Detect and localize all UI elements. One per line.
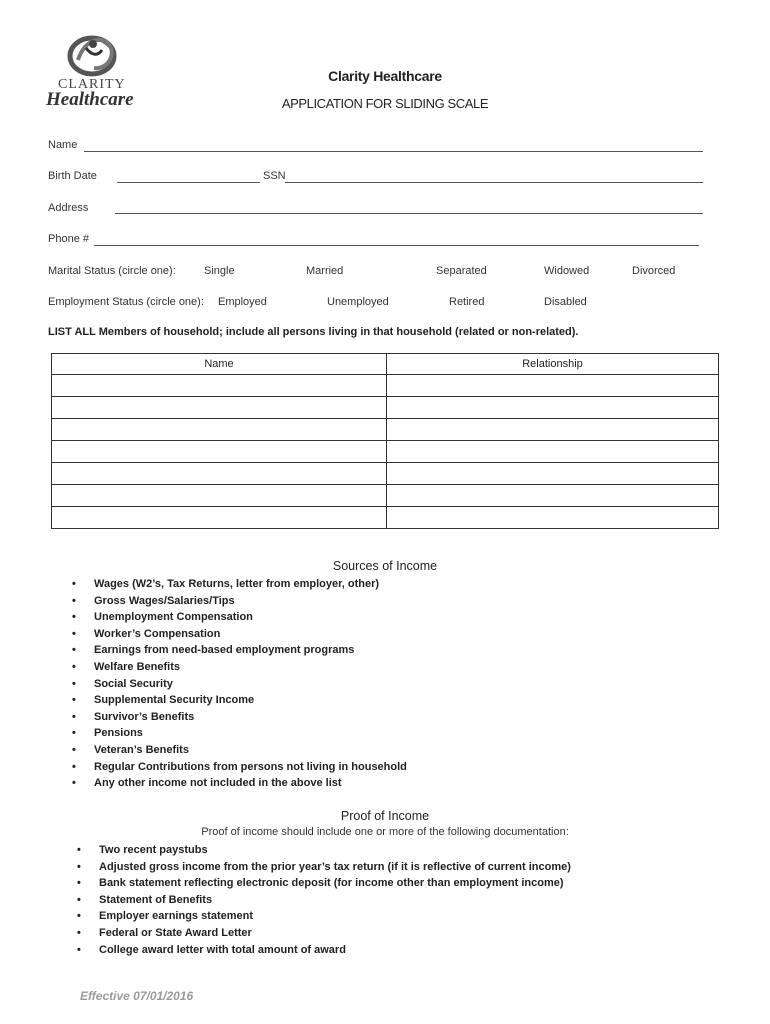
household-instruction: LIST ALL Members of household; include all persons living in that household (related or non-related). (48, 326, 579, 338)
marital-option-married[interactable]: Married (306, 265, 344, 277)
household-col-relationship: Relationship (387, 354, 719, 375)
proof-item: • Employer earnings statement (77, 908, 571, 925)
proof-item: • Statement of Benefits (77, 892, 571, 909)
address-field[interactable] (115, 213, 703, 214)
income-heading: Sources of Income (332, 559, 438, 573)
marital-option-separated[interactable]: Separated (436, 265, 487, 277)
household-relationship-cell[interactable] (387, 441, 719, 463)
phone-field[interactable] (94, 245, 699, 246)
household-relationship-cell[interactable] (387, 419, 719, 441)
household-row (52, 463, 719, 485)
household-row (52, 441, 719, 463)
proof-item: • Federal or State Award Letter (77, 925, 571, 942)
logo-text-healthcare: Healthcare (46, 89, 134, 110)
employment-option-employed[interactable]: Employed (218, 296, 267, 308)
income-item: • Social Security (72, 676, 407, 693)
household-relationship-cell[interactable] (387, 485, 719, 507)
birth-date-field[interactable] (117, 182, 260, 183)
household-header-row (52, 354, 719, 375)
income-item: • Welfare Benefits (72, 659, 407, 676)
proof-list (77, 842, 571, 958)
name-field[interactable] (84, 151, 703, 152)
organization-name: Clarity Healthcare (328, 68, 442, 84)
household-name-cell[interactable] (52, 507, 387, 529)
phone-label: Phone # (48, 233, 89, 245)
employment-option-unemployed[interactable]: Unemployed (327, 296, 389, 308)
income-item: • Wages (W2’s, Tax Returns, letter from employer, other) (72, 576, 407, 593)
logo-text-clarity: CLARITY (58, 77, 126, 92)
marital-status-label: Marital Status (circle one): (48, 265, 176, 277)
income-item: • Unemployment Compensation (72, 609, 407, 626)
household-row (52, 507, 719, 529)
household-table (51, 353, 719, 529)
household-name-cell[interactable] (52, 463, 387, 485)
household-name-cell[interactable] (52, 397, 387, 419)
household-col-name: Name (52, 354, 387, 375)
income-item: • Pensions (72, 725, 407, 742)
income-item: • Survivor’s Benefits (72, 709, 407, 726)
household-row (52, 485, 719, 507)
name-label: Name (48, 139, 78, 151)
household-name-cell[interactable] (52, 375, 387, 397)
income-list (72, 576, 407, 792)
ssn-field[interactable] (285, 182, 703, 183)
employment-option-retired[interactable]: Retired (449, 296, 485, 308)
proof-subtitle: Proof of income should include one or more of the following documentation: (201, 826, 569, 838)
household-relationship-cell[interactable] (387, 375, 719, 397)
household-name-cell[interactable] (52, 441, 387, 463)
proof-item: • Two recent paystubs (77, 842, 571, 859)
household-name-cell[interactable] (52, 485, 387, 507)
household-relationship-cell[interactable] (387, 397, 719, 419)
income-item: • Supplemental Security Income (72, 692, 407, 709)
household-row (52, 397, 719, 419)
marital-option-widowed[interactable]: Widowed (544, 265, 590, 277)
birth-date-label: Birth Date (48, 170, 97, 182)
income-item: • Any other income not included in the above list (72, 775, 407, 792)
marital-option-single[interactable]: Single (204, 265, 235, 277)
household-row (52, 419, 719, 441)
effective-date: Effective 07/01/2016 (80, 989, 194, 1003)
proof-item: • Adjusted gross income from the prior year’s tax return (if it is reflective of current income) (77, 859, 571, 876)
income-item: • Gross Wages/Salaries/Tips (72, 593, 407, 610)
income-item: • Regular Contributions from persons not living in household (72, 759, 407, 776)
marital-option-divorced[interactable]: Divorced (632, 265, 676, 277)
household-relationship-cell[interactable] (387, 507, 719, 529)
proof-item: • Bank statement reflecting electronic deposit (for income other than employment income) (77, 875, 571, 892)
household-row (52, 375, 719, 397)
address-label: Address (48, 202, 89, 214)
proof-heading: Proof of Income (340, 809, 430, 823)
household-relationship-cell[interactable] (387, 463, 719, 485)
household-name-cell[interactable] (52, 419, 387, 441)
employment-status-label: Employment Status (circle one): (48, 296, 204, 308)
proof-item: • College award letter with total amount of award (77, 942, 571, 959)
employment-option-disabled[interactable]: Disabled (544, 296, 587, 308)
income-item: • Worker’s Compensation (72, 626, 407, 643)
income-item: • Veteran’s Benefits (72, 742, 407, 759)
income-item: • Earnings from need-based employment programs (72, 642, 407, 659)
form-title: APPLICATION FOR SLIDING SCALE (281, 96, 489, 111)
ssn-label: SSN (263, 170, 286, 182)
